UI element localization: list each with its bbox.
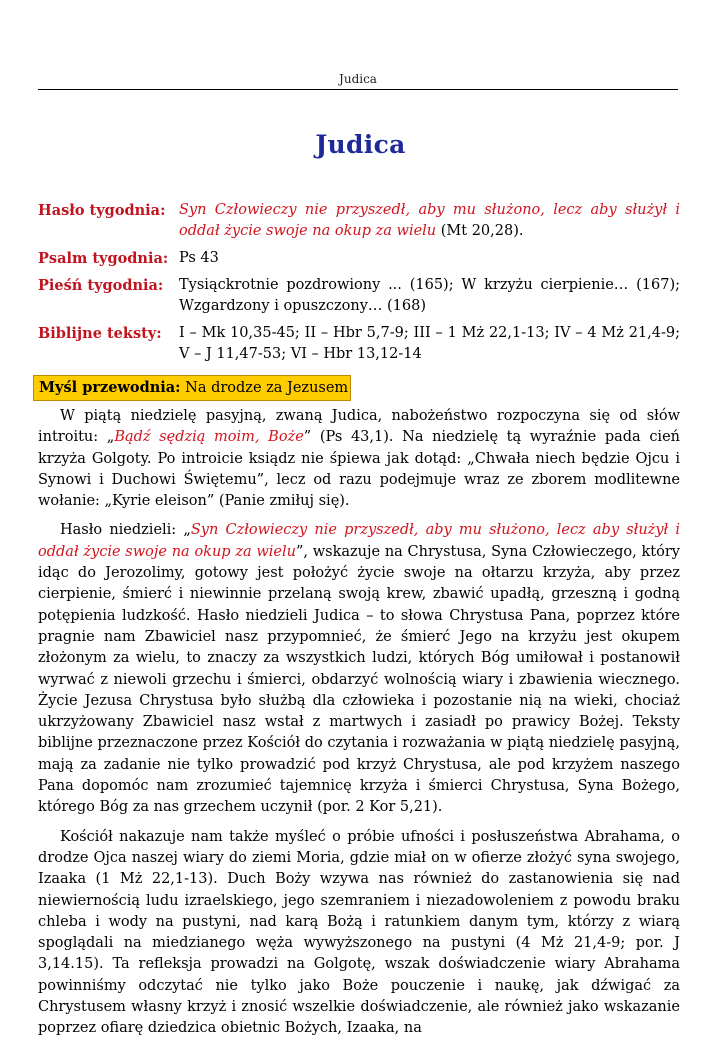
psalm-row	[38, 248, 680, 269]
introit-quote: Bądź sędzią moim, Boże	[114, 429, 304, 446]
paragraph-1-text-b: ” (Ps 43,1). Na niedzielę tą wyraźnie pada cień krzyża Golgoty. Po introicie ksiądz nie śpiewa jak dotąd: „Chwała niech będzie Ojcu i Synowi i Duchowi Świętemu”, lecz od razu podejmuje wraz ze zborem modlitewne wołanie: „Kyrie eleison” (Panie zmiłuj się).	[38, 429, 680, 510]
motto-label: Hasło tygodnia:	[38, 202, 166, 219]
bible-texts-label: Biblijne teksty:	[38, 325, 162, 342]
bible-texts-row	[38, 323, 680, 365]
paragraph-1-text-a: W piątą niedzielę pasyjną, zwaną Judica, nabożeństwo rozpoczyna się od słów introitu: „	[38, 408, 680, 446]
running-header: Judica	[339, 72, 377, 86]
song-label: Pieśń tygodnia:	[38, 277, 164, 294]
paragraph-2	[38, 520, 680, 818]
motto-row	[38, 200, 680, 242]
header-rule	[38, 89, 678, 90]
paragraph-3: Kościół nakazuje nam także myśleć o próbie ufności i posłuszeństwa Abrahama, o drodze Ojca naszej wiary do ziemi Moria, gdzie miał on w ofierze złożyć syna swojego, Izaaka (1 Mż 22,1-13). Duch Boży wzywa nas również do zastanowienia się nad niewiernością ludu izraelskiego, jego szemraniem i niezadowoleniem z powodu braku chleba i wody na pustyni, nad karą Bożą i ratunkiem danym tym, którzy z wiarą spoglądali na miedzianego węża wywyższonego na pustyni (4 Mż 21,4-9; por. J 3,14.15). Ta refleksja prowadzi na Golgotę, wszak doświadczenie wiary Abrahama powinniśmy odczytać nie tylko jako Boże pouczenie i naukę, jak dźwigać za Chrystusem własny krzyż i znosić wszelkie doświadczenie, ale również jako wskazanie poprzez ofiarę dziedzica obietnic Bożych, Izaaka, na	[38, 828, 680, 1037]
song-row	[38, 275, 680, 317]
psalm-label: Psalm tygodnia:	[38, 250, 169, 267]
motto-value	[179, 200, 680, 242]
bible-texts-value: I – Mk 10,35-45; II – Hbr 5,7-9; III – 1 Mż 22,1-13; IV – 4 Mż 21,4-9; V – J 11,47-53; VI – Hbr 13,12-14	[179, 325, 680, 362]
motto-quote: Syn Człowieczy nie przyszedł, aby mu służono, lecz aby służył i oddał życie swoje na okup za wielu	[179, 202, 680, 239]
week-info	[38, 200, 680, 371]
theme-label: Myśl przewodnia:	[39, 379, 181, 396]
psalm-value: Ps 43	[179, 250, 219, 266]
song-value: Tysiąckrotnie pozdrowiony ... (165); W krzyżu cierpienie… (167); Wzgardzony i opuszczony… (168)	[179, 277, 680, 314]
paragraph-2-text-b: ”, wskazuje na Chrystusa, Syna Człowieczego, który idąc do Jerozolimy, gotowy jest położyć życie swoje na ołtarzu krzyża, aby przez cierpienie, śmierć i niewinnie przelaną swoją krew, zbawić upadłą, grzeszną i godną potępienia ludzkość. Hasło niedzieli Judica – to słowa Chrystusa Pana, poprzez które pragnie nam Zbawiciel nasz przypomnieć, że śmierć Jego na krzyżu jest okupem złożonym za wielu, to znaczy za wszystkich ludzi, których Bóg umiłował i postanowił wyrwać z niewoli grzechu i śmierci, obdarzyć wolnością wiary i zbawienia wiecznego. Życie Jezusa Chrystusa było służbą dla człowieka i pozostanie nią na wieki, chociaż ukrzyżowany Zbawiciel nasz wstał z martwych i zasiadł po prawicy Bożej. Teksty biblijne przeznaczone przez Kościół do czytania i rozważania w piątą niedzielę pasyjną, mają za zadanie nie tylko prowadzić pod krzyż Chrystusa, ale pod krzyżem naszego Pana dopomóc nam zrozumieć tajemnicę krzyża i śmierci Chrystusa, Syna Bożego, którego Bóg za nas grzechem uczynił (por. 2 Kor 5,21).	[38, 543, 680, 816]
motto-reference: (Mt 20,28).	[436, 223, 524, 239]
theme-value: Na drodze za Jezusem	[180, 380, 349, 396]
motto-quote-inline: Syn Człowieczy nie przyszedł, aby mu służono, lecz aby służył i oddał życie swoje na okup za wielu	[38, 522, 681, 560]
paragraph-2-text-a: Hasło niedzieli: „	[60, 522, 191, 539]
body-text	[38, 406, 680, 1048]
paragraph-1	[38, 406, 680, 512]
page-title: Judica	[315, 130, 406, 159]
theme-box	[33, 375, 351, 401]
